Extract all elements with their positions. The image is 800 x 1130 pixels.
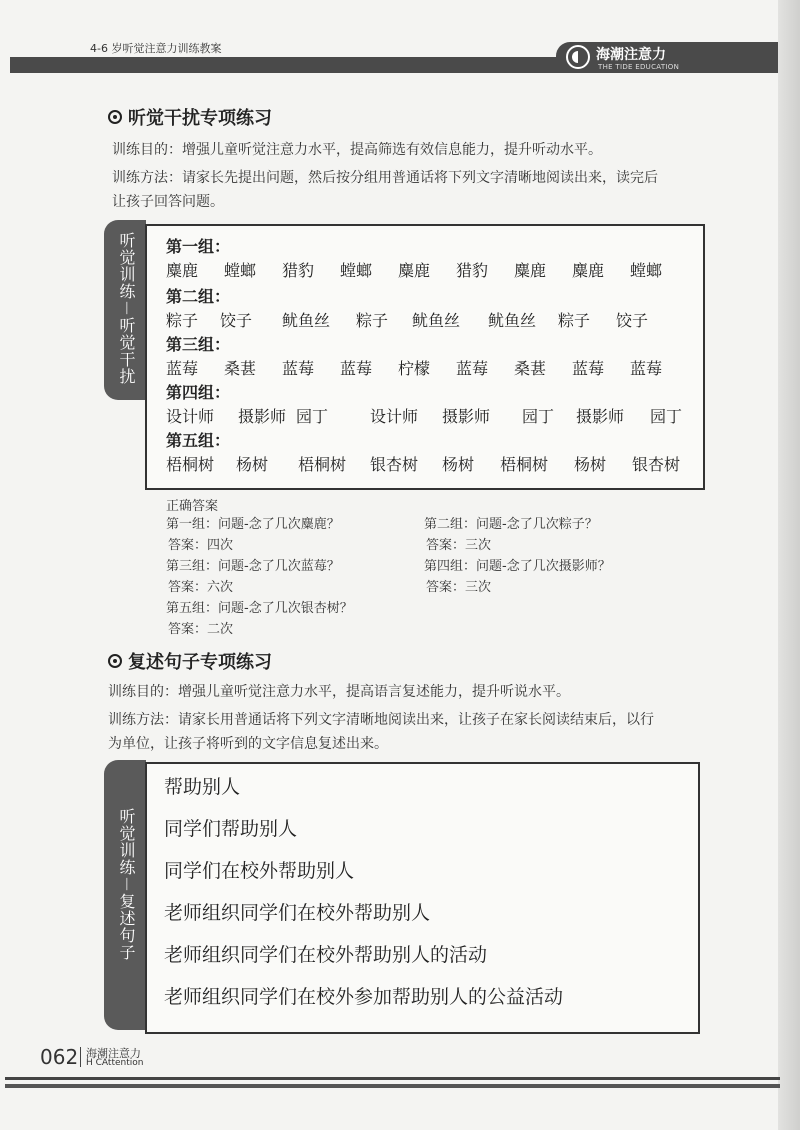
word-item: 麋鹿	[514, 261, 547, 280]
group-label: 第一组：	[166, 237, 231, 256]
sentence-item: 同学们在校外帮助别人	[164, 860, 355, 882]
answer-question: 第四组：问题-念了几次摄影师？	[424, 559, 611, 574]
word-item: 麋鹿	[166, 261, 199, 280]
word-item: 蓝莓	[630, 359, 663, 378]
section2-method-line1: 训练方法：请家长用普通话将下列文字清晰地阅读出来，让孩子在家长阅读结束后，以行	[108, 712, 654, 728]
group-label: 第五组：	[166, 431, 231, 450]
word-item: 桑葚	[514, 359, 547, 378]
word-item: 杨树	[442, 455, 475, 474]
word-item: 银杏树	[370, 455, 419, 474]
sentence-item: 同学们帮助别人	[164, 818, 298, 840]
word-item: 麋鹿	[398, 261, 431, 280]
sentence-item: 老师组织同学们在校外参加帮助别人的公益活动	[164, 986, 564, 1008]
answer-question: 第一组：问题-念了几次麋鹿？	[166, 517, 340, 532]
section1-heading	[108, 104, 272, 130]
answer-question: 第三组：问题-念了几次蓝莓？	[166, 559, 340, 574]
word-item: 猎豹	[456, 261, 489, 280]
word-item: 设计师	[370, 407, 419, 426]
answer-value: 答案：六次	[168, 580, 234, 595]
word-item: 梧桐树	[298, 455, 347, 474]
answers-title: 正确答案	[166, 499, 219, 514]
word-item: 蓝莓	[572, 359, 605, 378]
header-bar	[10, 57, 558, 73]
word-item: 蓝莓	[282, 359, 315, 378]
answer-value: 答案：三次	[426, 580, 492, 595]
header-brand-cn: 海潮注意力	[596, 47, 666, 63]
word-item: 摄影师	[238, 407, 287, 426]
section1-method-line1: 训练方法：请家长先提出问题，然后按分组用普通话将下列文字清晰地阅读出来，读完后	[112, 170, 658, 186]
word-item: 饺子	[220, 311, 253, 330]
bullet-circle-icon	[108, 654, 122, 668]
group-label: 第三组：	[166, 335, 231, 354]
footer-brand-en: H CAttention	[86, 1058, 144, 1068]
word-item: 银杏树	[632, 455, 681, 474]
bullet-circle-icon	[108, 110, 122, 124]
word-item: 摄影师	[576, 407, 625, 426]
word-item: 蓝莓	[456, 359, 489, 378]
word-item: 粽子	[166, 311, 199, 330]
section2-heading-text: 复述句子专项练习	[128, 652, 272, 673]
word-item: 粽子	[558, 311, 591, 330]
word-item: 猎豹	[282, 261, 315, 280]
group-label: 第二组：	[166, 287, 231, 306]
footer-rule	[5, 1077, 780, 1080]
word-item: 柠檬	[398, 359, 431, 378]
word-item: 螳螂	[630, 261, 663, 280]
sentence-item: 老师组织同学们在校外帮助别人的活动	[164, 944, 488, 966]
word-item: 园丁	[296, 407, 329, 426]
answer-value: 答案：二次	[168, 622, 234, 637]
word-item: 蓝莓	[166, 359, 199, 378]
word-item: 摄影师	[442, 407, 491, 426]
answer-question: 第二组：问题-念了几次粽子？	[424, 517, 598, 532]
header-title: 4-6 岁听觉注意力训练教案	[90, 42, 222, 55]
section2-heading	[108, 648, 272, 674]
word-item: 设计师	[166, 407, 215, 426]
word-item: 杨树	[574, 455, 607, 474]
word-item: 螳螂	[224, 261, 257, 280]
section1-purpose: 训练目的：增强儿童听觉注意力水平，提高筛选有效信息能力，提升听动水平。	[112, 142, 602, 158]
word-item: 饺子	[616, 311, 649, 330]
word-item: 鱿鱼丝	[282, 311, 331, 330]
word-item: 螳螂	[340, 261, 373, 280]
word-item: 粽子	[356, 311, 389, 330]
sentence-item: 老师组织同学们在校外帮助别人	[164, 902, 431, 924]
word-item: 鱿鱼丝	[488, 311, 537, 330]
footer-divider	[80, 1047, 81, 1067]
section2-tab-label: 听觉训练－复述句子	[117, 808, 136, 962]
word-item: 园丁	[522, 407, 555, 426]
section1-tab-label: 听觉训练－听觉干扰	[117, 232, 136, 386]
sentence-item: 帮助别人	[164, 776, 241, 798]
scan-edge	[778, 0, 800, 1130]
page-number: 062	[40, 1045, 79, 1069]
word-item: 鱿鱼丝	[412, 311, 461, 330]
word-item: 梧桐树	[166, 455, 215, 474]
section1-heading-text: 听觉干扰专项练习	[128, 108, 272, 129]
answer-question: 第五组：问题-念了几次银杏树？	[166, 601, 353, 616]
word-item: 杨树	[236, 455, 269, 474]
word-item: 桑葚	[224, 359, 257, 378]
group-label: 第四组：	[166, 383, 231, 402]
section2-purpose: 训练目的：增强儿童听觉注意力水平，提高语言复述能力，提升听说水平。	[108, 684, 570, 700]
word-item: 蓝莓	[340, 359, 373, 378]
word-item: 梧桐树	[500, 455, 549, 474]
brand-logo-icon	[566, 45, 590, 69]
footer-brand-cn: 海潮注意力	[86, 1047, 141, 1060]
section2-method-line2: 为单位，让孩子将听到的文字信息复述出来。	[108, 736, 388, 752]
footer-rule	[5, 1084, 780, 1088]
section1-method-line2: 让孩子回答问题。	[112, 194, 224, 210]
word-item: 麋鹿	[572, 261, 605, 280]
word-item: 园丁	[650, 407, 683, 426]
answer-value: 答案：三次	[426, 538, 492, 553]
answer-value: 答案：四次	[168, 538, 234, 553]
header-brand-en: THE TIDE EDUCATION	[598, 63, 680, 71]
